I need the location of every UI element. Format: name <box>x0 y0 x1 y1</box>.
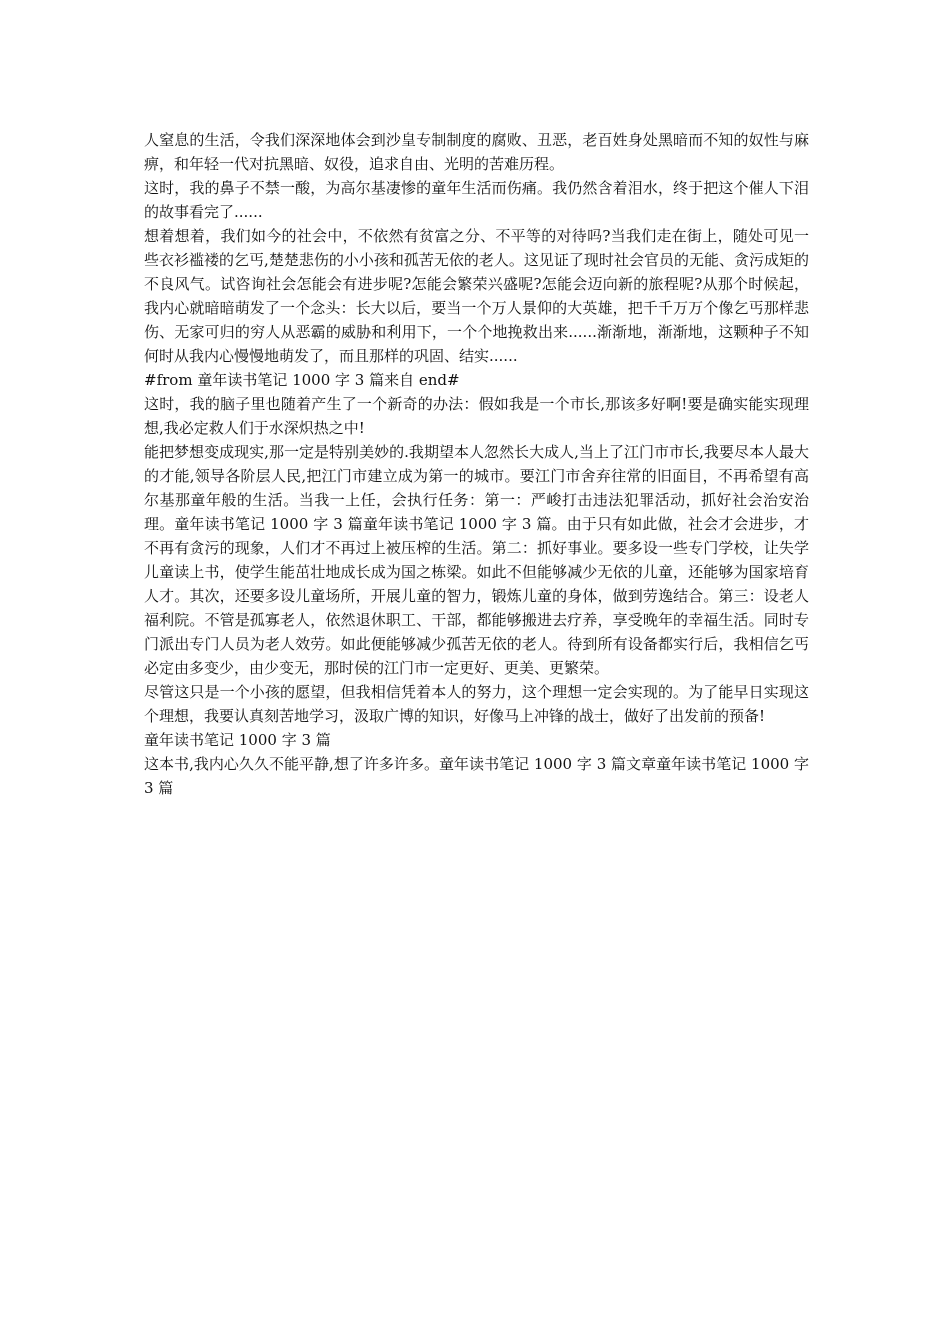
paragraph: #from 童年读书笔记 1000 字 3 篇来自 end# <box>144 371 460 389</box>
document-body <box>144 128 809 800</box>
paragraph: 人窒息的生活，令我们深深地体会到沙皇专制制度的腐败、丑恶，老百姓身处黑暗而不知的奴性与麻痹，和年轻一代对抗黑暗、奴役，追求自由、光明的苦难历程。 <box>144 131 809 173</box>
paragraph: 这时，我的鼻子不禁一酸，为高尔基凄惨的童年生活而伤痛。我仍然含着泪水，终于把这个催人下泪的故事看完了...... <box>144 179 809 221</box>
paragraph: 这时，我的脑子里也随着产生了一个新奇的办法：假如我是一个市长,那该多好啊!要是确实能实现理想,我必定救人们于水深炽热之中! <box>144 395 809 437</box>
paragraph: 能把梦想变成现实,那一定是特别美妙的.我期望本人忽然长大成人,当上了江门市市长,我要尽本人最大的才能,领导各阶层人民,把江门市建立成为第一的城市。要江门市舍弃往常的旧面目，不再希望有高尔基那童年般的生活。当我一上任，会执行任务：第一：严峻打击违法犯罪活动，抓好社会治安治理。童年读书笔记 1000 字 3 篇童年读书笔记 1000 字 3 篇。由于只有如此做，社会才会进步，才不再有贪污的现象，人们才不再过上被压榨的生活。第二：抓好事业。要多设一些专门学校，让失学儿童读上书，使学生能茁壮地成长成为国之栋梁。如此不但能够减少无依的儿童，还能够为国家培育人才。其次，还要多设儿童场所，开展儿童的智力，锻炼儿童的身体，做到劳逸结合。第三：设老人福利院。不管是孤寡老人，依然退休职工、干部，都能够搬进去疗养，享受晚年的幸福生活。同时专门派出专门人员为老人效劳。如此便能够减少孤苦无依的老人。待到所有设备都实行后，我相信乞丐必定由多变少，由少变无，那时侯的江门市一定更好、更美、更繁荣。 <box>144 443 809 677</box>
paragraph: 尽管这只是一个小孩的愿望，但我相信凭着本人的努力，这个理想一定会实现的。为了能早日实现这个理想，我要认真刻苦地学习，汲取广博的知识，好像马上冲锋的战士，做好了出发前的预备! <box>144 683 809 725</box>
paragraph: 这本书,我内心久久不能平静,想了许多许多。童年读书笔记 1000 字 3 篇文章童年读书笔记 1000 字 3 篇 <box>144 755 809 797</box>
section-heading: 童年读书笔记 1000 字 3 篇 <box>144 731 331 749</box>
paragraph: 想着想着，我们如今的社会中，不依然有贫富之分、不平等的对待吗?当我们走在街上，随处可见一些衣衫褴褛的乞丐,楚楚悲伤的小小孩和孤苦无依的老人。这见证了现时社会官员的无能、贪污成矩的不良风气。试咨询社会怎能会有进步呢?怎能会繁荣兴盛呢?怎能会迈向新的旅程呢?从那个时候起，我内心就暗暗萌发了一个念头：长大以后，要当一个万人景仰的大英雄，把千千万万个像乞丐那样悲伤、无家可归的穷人从恶霸的威胁和利用下，一个个地挽救出来......渐渐地，渐渐地，这颗种子不知何时从我内心慢慢地萌发了，而且那样的巩固、结实...... <box>144 227 809 365</box>
